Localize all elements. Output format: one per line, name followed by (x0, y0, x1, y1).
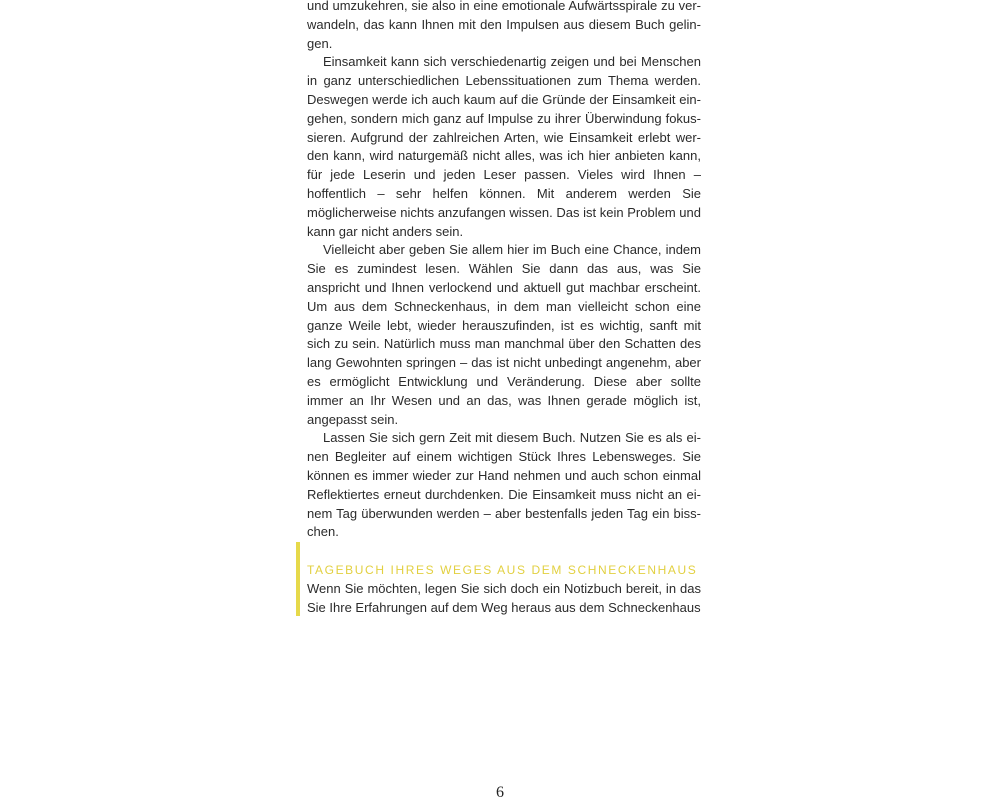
body-paragraph-2: Einsamkeit kann sich verschiedenartig zeigen und bei Menschen in ganz unterschiedlichen Lebenssituationen zum Thema werden. Deswegen werde ich auch kaum auf die Gründe der Einsamkeit eingehen, sondern mich ganz auf Impulse zu ihrer Überwindung fokussieren. Aufgrund der zahlreichen Arten, wie Einsamkeit erlebt werden kann, wird naturgemäß nicht alles, was ich hier anbieten kann, für jede Leserin und jeden Leser passen. Vieles wird Ihnen – hoffentlich – sehr helfen können. Mit anderem werden Sie möglicherweise nichts anzufangen wissen. Das ist kein Problem und kann gar nicht anders sein. (307, 54, 701, 239)
body-paragraph-3: Vielleicht aber geben Sie allem hier im Buch eine Chance, indem Sie es zumindest lesen. Wählen Sie dann das aus, was Sie anspricht und Ihnen verlockend und aktuell gut machbar erscheint. Um aus dem Schneckenhaus, in dem man vielleicht schon eine ganze Weile lebt, wieder herauszufinden, ist es wichtig, sanft mit sich zu sein. Natürlich muss man manchmal über den Schatten des lang Gewohnten springen – das ist nicht unbedingt angenehm, aber es ermöglicht Entwicklung und Veränderung. Diese aber sollte immer an Ihr Wesen und an das, was Ihnen gerade möglich ist, angepasst sein. (307, 242, 701, 427)
body-paragraph-4: Lassen Sie sich gern Zeit mit diesem Buch. Nutzen Sie es als einen Begleiter auf einem wichtigen Stück Ihres Lebensweges. Sie können es immer wieder zur Hand nehmen und auch schon einmal Reflektiertes erneut durchdenken. Die Einsamkeit muss nicht an einem Tag überwunden werden – aber bestenfalls jeden Tag ein bisschen. (307, 430, 701, 540)
page-number: 6 (496, 784, 504, 801)
body-text-column (307, 0, 701, 542)
sidebar-text: Wenn Sie möchten, legen Sie sich doch ein Notizbuch bereit, in das Sie Ihre Erfahrungen auf dem Weg heraus aus dem Schneckenhaus (307, 581, 701, 615)
sidebar-heading: TAGEBUCH IHRES WEGES AUS DEM SCHNECKENHAUS (307, 563, 698, 577)
body-paragraph-1: und umzukehren, sie also in eine emotionale Aufwärtsspirale zu verwandeln, das kann Ihnen mit den Impulsen aus diesem Buch gelingen. (307, 0, 701, 51)
